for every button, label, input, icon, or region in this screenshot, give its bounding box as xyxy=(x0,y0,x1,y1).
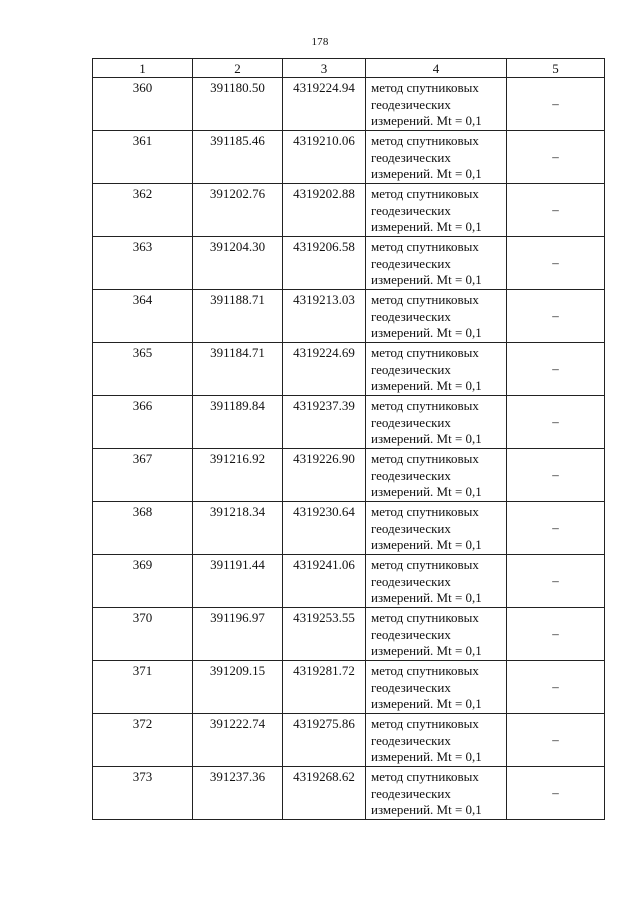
table-row xyxy=(93,290,605,343)
y-coordinate-cell: 4319206.58 xyxy=(283,237,366,290)
method-line: метод спутниковых xyxy=(371,716,479,731)
column-header: 3 xyxy=(283,59,366,78)
table-row xyxy=(93,131,605,184)
method-line: геодезических xyxy=(371,785,451,801)
x-coordinate-cell: 391202.76 xyxy=(193,184,283,237)
method-line: измерений. Mt = 0,1 xyxy=(371,113,482,128)
page-number: 178 xyxy=(311,36,329,48)
table-row xyxy=(93,78,605,131)
table-row xyxy=(93,237,605,290)
table-row xyxy=(93,396,605,449)
column-header: 5 xyxy=(507,59,605,78)
x-coordinate-cell: 391196.97 xyxy=(193,608,283,661)
point-number-cell: 360 xyxy=(93,78,193,131)
point-number-cell: 363 xyxy=(93,237,193,290)
point-number-cell: 373 xyxy=(93,767,193,820)
method-cell xyxy=(366,396,507,449)
method-line: измерений. Mt = 0,1 xyxy=(371,431,482,446)
note-cell: – xyxy=(507,290,605,343)
x-coordinate-cell: 391218.34 xyxy=(193,502,283,555)
method-line: геодезических xyxy=(371,626,451,642)
y-coordinate-cell: 4319268.62 xyxy=(283,767,366,820)
x-coordinate-cell: 391209.15 xyxy=(193,661,283,714)
y-coordinate-cell: 4319210.06 xyxy=(283,131,366,184)
method-line: геодезических xyxy=(371,361,451,377)
method-line: измерений. Mt = 0,1 xyxy=(371,272,482,287)
method-line: метод спутниковых xyxy=(371,186,479,201)
point-number-cell: 368 xyxy=(93,502,193,555)
method-line: метод спутниковых xyxy=(371,504,479,519)
point-number-cell: 361 xyxy=(93,131,193,184)
note-cell: – xyxy=(507,237,605,290)
table-row xyxy=(93,714,605,767)
method-cell xyxy=(366,237,507,290)
table-row xyxy=(93,502,605,555)
table-row xyxy=(93,449,605,502)
x-coordinate-cell: 391222.74 xyxy=(193,714,283,767)
method-line: метод спутниковых xyxy=(371,769,479,784)
y-coordinate-cell: 4319281.72 xyxy=(283,661,366,714)
table-row xyxy=(93,661,605,714)
table-row xyxy=(93,184,605,237)
note-cell: – xyxy=(507,78,605,131)
y-coordinate-cell: 4319237.39 xyxy=(283,396,366,449)
table-header-row xyxy=(93,59,605,78)
y-coordinate-cell: 4319224.69 xyxy=(283,343,366,396)
x-coordinate-cell: 391191.44 xyxy=(193,555,283,608)
method-line: геодезических xyxy=(371,308,451,324)
method-line: геодезических xyxy=(371,520,451,536)
method-line: метод спутниковых xyxy=(371,451,479,466)
y-coordinate-cell: 4319253.55 xyxy=(283,608,366,661)
y-coordinate-cell: 4319224.94 xyxy=(283,78,366,131)
table-row xyxy=(93,767,605,820)
column-header: 4 xyxy=(366,59,507,78)
point-number-cell: 370 xyxy=(93,608,193,661)
y-coordinate-cell: 4319202.88 xyxy=(283,184,366,237)
column-header: 1 xyxy=(93,59,193,78)
x-coordinate-cell: 391180.50 xyxy=(193,78,283,131)
point-number-cell: 371 xyxy=(93,661,193,714)
method-line: метод спутниковых xyxy=(371,80,479,95)
y-coordinate-cell: 4319275.86 xyxy=(283,714,366,767)
point-number-cell: 364 xyxy=(93,290,193,343)
note-cell: – xyxy=(507,608,605,661)
y-coordinate-cell: 4319230.64 xyxy=(283,502,366,555)
point-number-cell: 365 xyxy=(93,343,193,396)
note-cell: – xyxy=(507,767,605,820)
method-line: метод спутниковых xyxy=(371,557,479,572)
note-cell: – xyxy=(507,555,605,608)
method-line: геодезических xyxy=(371,732,451,748)
y-coordinate-cell: 4319213.03 xyxy=(283,290,366,343)
y-coordinate-cell: 4319226.90 xyxy=(283,449,366,502)
point-number-cell: 369 xyxy=(93,555,193,608)
table-body xyxy=(93,78,605,820)
x-coordinate-cell: 391189.84 xyxy=(193,396,283,449)
x-coordinate-cell: 391185.46 xyxy=(193,131,283,184)
method-cell xyxy=(366,555,507,608)
method-line: измерений. Mt = 0,1 xyxy=(371,219,482,234)
x-coordinate-cell: 391184.71 xyxy=(193,343,283,396)
method-line: измерений. Mt = 0,1 xyxy=(371,749,482,764)
method-line: измерений. Mt = 0,1 xyxy=(371,537,482,552)
method-line: измерений. Mt = 0,1 xyxy=(371,643,482,658)
method-cell xyxy=(366,78,507,131)
note-cell: – xyxy=(507,184,605,237)
point-number-cell: 362 xyxy=(93,184,193,237)
method-cell xyxy=(366,343,507,396)
method-line: геодезических xyxy=(371,679,451,695)
method-cell xyxy=(366,608,507,661)
method-line: метод спутниковых xyxy=(371,398,479,413)
method-line: метод спутниковых xyxy=(371,663,479,678)
method-cell xyxy=(366,290,507,343)
method-line: геодезических xyxy=(371,467,451,483)
coordinates-table xyxy=(92,58,605,820)
y-coordinate-cell: 4319241.06 xyxy=(283,555,366,608)
method-line: измерений. Mt = 0,1 xyxy=(371,325,482,340)
method-cell xyxy=(366,502,507,555)
table-row xyxy=(93,343,605,396)
method-line: геодезических xyxy=(371,573,451,589)
note-cell: – xyxy=(507,502,605,555)
method-cell xyxy=(366,449,507,502)
method-line: измерений. Mt = 0,1 xyxy=(371,484,482,499)
x-coordinate-cell: 391237.36 xyxy=(193,767,283,820)
method-line: метод спутниковых xyxy=(371,133,479,148)
method-line: метод спутниковых xyxy=(371,239,479,254)
method-line: геодезических xyxy=(371,202,451,218)
point-number-cell: 372 xyxy=(93,714,193,767)
method-line: измерений. Mt = 0,1 xyxy=(371,590,482,605)
x-coordinate-cell: 391216.92 xyxy=(193,449,283,502)
x-coordinate-cell: 391188.71 xyxy=(193,290,283,343)
method-line: метод спутниковых xyxy=(371,610,479,625)
method-line: измерений. Mt = 0,1 xyxy=(371,378,482,393)
method-cell xyxy=(366,131,507,184)
note-cell: – xyxy=(507,449,605,502)
column-header: 2 xyxy=(193,59,283,78)
point-number-cell: 367 xyxy=(93,449,193,502)
note-cell: – xyxy=(507,714,605,767)
method-line: метод спутниковых xyxy=(371,292,479,307)
method-cell xyxy=(366,714,507,767)
note-cell: – xyxy=(507,131,605,184)
method-line: геодезических xyxy=(371,414,451,430)
method-cell xyxy=(366,661,507,714)
note-cell: – xyxy=(507,343,605,396)
method-line: метод спутниковых xyxy=(371,345,479,360)
method-line: геодезических xyxy=(371,149,451,165)
method-line: геодезических xyxy=(371,255,451,271)
method-line: измерений. Mt = 0,1 xyxy=(371,802,482,817)
method-line: измерений. Mt = 0,1 xyxy=(371,166,482,181)
method-line: измерений. Mt = 0,1 xyxy=(371,696,482,711)
table-row xyxy=(93,555,605,608)
point-number-cell: 366 xyxy=(93,396,193,449)
x-coordinate-cell: 391204.30 xyxy=(193,237,283,290)
note-cell: – xyxy=(507,396,605,449)
method-cell xyxy=(366,767,507,820)
table-row xyxy=(93,608,605,661)
note-cell: – xyxy=(507,661,605,714)
method-cell xyxy=(366,184,507,237)
method-line: геодезических xyxy=(371,96,451,112)
